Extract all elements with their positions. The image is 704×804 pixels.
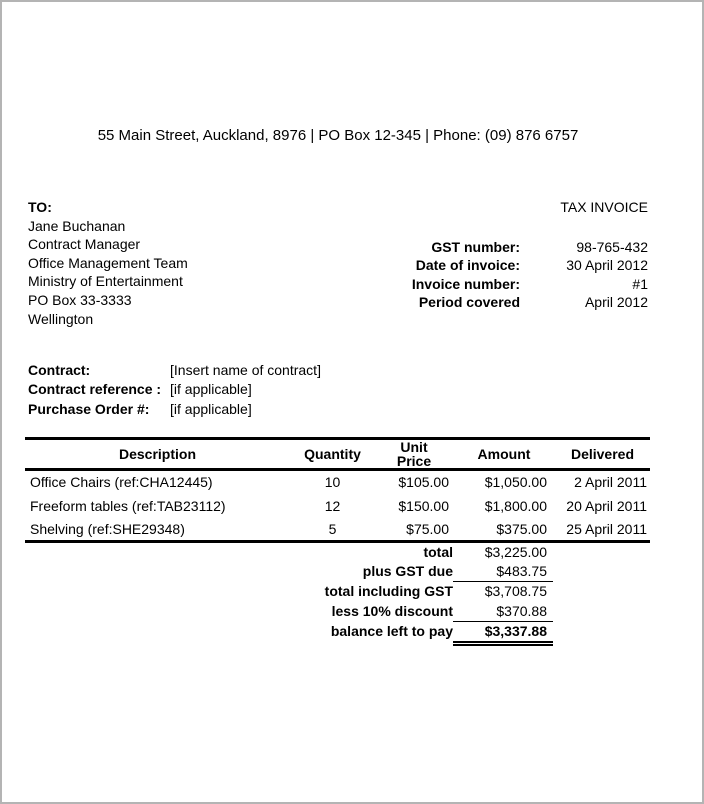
cell-delivered: 20 April 2011	[566, 497, 647, 514]
table-row	[25, 494, 650, 518]
column-header-amount: Amount	[453, 439, 555, 470]
meta-value-gst-number: 98-765-432	[576, 238, 648, 255]
cell-unit-price: $150.00	[398, 497, 449, 514]
recipient-line: Contract Manager	[28, 236, 141, 253]
totals-label: plus GST due	[362, 563, 453, 580]
cell-description: Shelving (ref:SHE29348)	[25, 518, 290, 542]
recipient-line: Jane Buchanan	[28, 217, 126, 234]
contract-label: Contract:	[28, 362, 91, 379]
recipient-heading: TO:	[28, 199, 52, 215]
contract-section	[28, 361, 648, 419]
contract-row	[28, 380, 648, 399]
meta-label-invoice-number: Invoice number:	[411, 275, 520, 292]
totals-row-total-including-gst	[25, 582, 553, 601]
contract-row	[28, 400, 648, 419]
totals-value: $3,337.88	[453, 622, 553, 646]
tax-invoice-title: TAX INVOICE	[560, 199, 648, 215]
meta-row	[348, 275, 648, 294]
parties-section	[28, 198, 648, 328]
invoice-meta-block	[348, 198, 648, 312]
table-header-row	[25, 439, 650, 470]
totals-label: total including GST	[324, 583, 453, 600]
contract-row	[28, 361, 648, 380]
meta-label-period-covered: Period covered	[418, 294, 520, 311]
totals-value: $370.88	[453, 602, 553, 622]
contract-value: [Insert name of contract]	[170, 362, 321, 379]
meta-value-period-covered: April 2012	[584, 294, 648, 311]
meta-row	[348, 256, 648, 275]
totals-row-gst-due	[25, 562, 553, 582]
totals-row-discount	[25, 602, 553, 622]
column-header-quantity: Quantity	[290, 439, 375, 470]
cell-description: Freeform tables (ref:TAB23112)	[30, 497, 226, 514]
totals-row-total	[25, 543, 553, 562]
cell-amount: $375.00	[453, 518, 555, 542]
totals-section	[25, 543, 553, 646]
meta-label-invoice-date: Date of invoice:	[415, 257, 520, 274]
totals-label: total	[423, 544, 453, 561]
contract-reference-label: Contract reference :	[28, 381, 162, 398]
contract-reference-value: [if applicable]	[170, 381, 252, 398]
cell-quantity: 12	[324, 497, 341, 514]
meta-label-gst-number: GST number:	[431, 238, 520, 255]
recipient-line: Ministry of Entertainment	[28, 273, 183, 290]
totals-value: $3,225.00	[484, 544, 547, 561]
table-row	[25, 518, 650, 542]
totals-label: less 10% discount	[331, 602, 453, 619]
cell-amount: $1,800.00	[484, 497, 547, 514]
cell-delivered: 2 April 2011	[574, 474, 647, 491]
meta-row	[348, 293, 648, 312]
page-content	[28, 2, 648, 646]
meta-value-invoice-number: #1	[632, 275, 648, 292]
meta-value-invoice-date: 30 April 2012	[566, 257, 648, 274]
column-header-delivered: Delivered	[555, 439, 650, 470]
table-row	[25, 470, 650, 494]
cell-unit-price: $75.00	[375, 518, 453, 542]
column-header-unit-price	[375, 439, 453, 470]
purchase-order-label: Purchase Order #:	[28, 400, 150, 417]
cell-amount: $1,050.00	[484, 474, 547, 491]
totals-value: $483.75	[453, 562, 553, 582]
purchase-order-value: [if applicable]	[170, 400, 252, 417]
recipient-line: Office Management Team	[28, 254, 188, 271]
cell-quantity: 5	[290, 518, 375, 542]
recipient-line: Wellington	[28, 310, 94, 327]
meta-row	[348, 238, 648, 257]
cell-unit-price: $105.00	[398, 474, 449, 491]
column-header-description: Description	[25, 439, 290, 470]
totals-label: balance left to pay	[330, 622, 453, 639]
cell-delivered: 25 April 2011	[555, 518, 650, 542]
totals-value: $3,708.75	[484, 583, 547, 600]
totals-row-balance	[25, 622, 553, 646]
meta-spacer	[348, 217, 648, 238]
unit-price-header-text: Unit Price	[396, 439, 432, 470]
recipient-line: PO Box 33-3333	[28, 291, 132, 308]
cell-description: Office Chairs (ref:CHA12445)	[30, 474, 213, 491]
letterhead-address: 55 Main Street, Auckland, 8976 | PO Box 12-345 | Phone: (09) 876 6757	[97, 127, 579, 144]
items-table	[25, 437, 650, 543]
cell-quantity: 10	[324, 474, 341, 491]
